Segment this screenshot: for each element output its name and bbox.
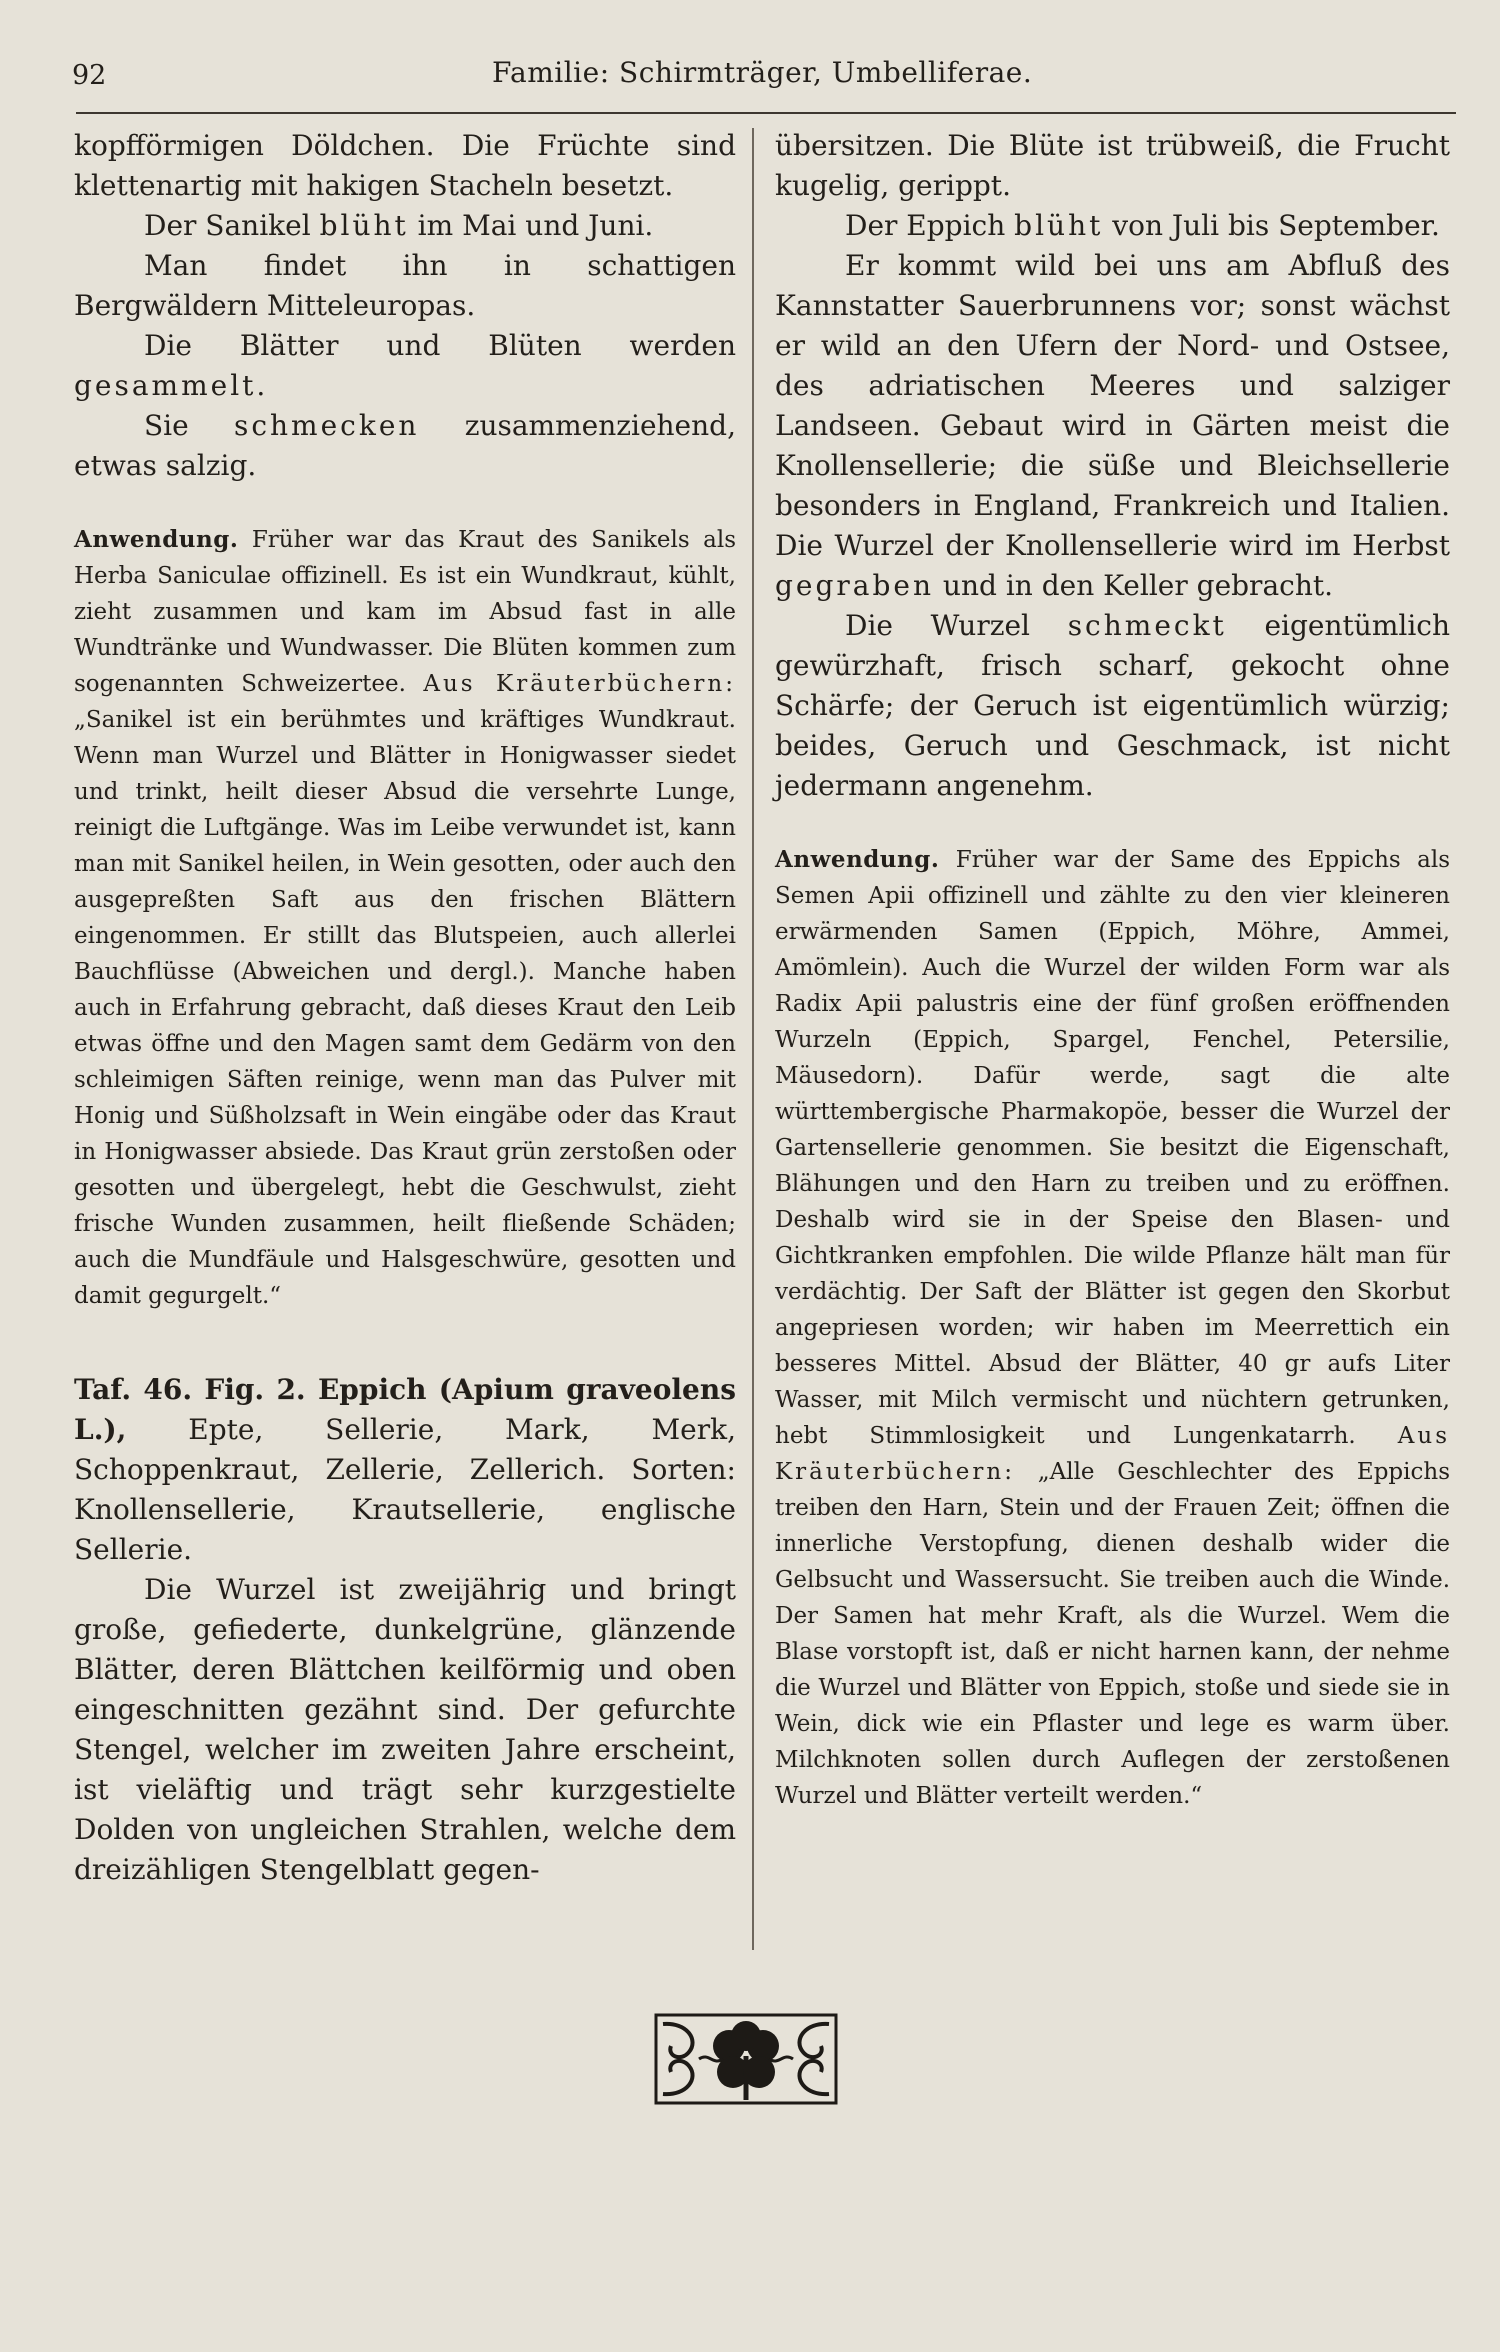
usage-label: Anwendung. xyxy=(74,526,239,553)
paragraph: Der Sanikel blüht im Mai und Juni. xyxy=(144,209,654,242)
column-divider xyxy=(752,128,754,1950)
page-header xyxy=(72,52,1452,100)
floral-ornament-icon xyxy=(653,2012,839,2106)
paragraph: Sie schmecken zusammenziehend, etwas salzig. xyxy=(74,409,736,482)
page-number: 92 xyxy=(72,60,107,91)
paragraph: Er kommt wild bei uns am Abfluß des Kannstatter Sauerbrunnens vor; sonst wächst er wild an den Ufern der Nord- und Ostsee, des adriatischen Meeres und salziger Landseen. Gebaut wird in Gärten meist die Knollensellerie; die süße und Bleichsellerie besonders in England, Frankreich und Italien. Die Wurzel der Knollensellerie wird im Herbst gegraben und in den Keller gebracht. xyxy=(775,249,1450,602)
plant-entry-heading: Taf. 46. Fig. 2. Eppich (Apium graveolens L.), Epte, Sellerie, Mark, Merk, Schoppenkraut, Zellerie, Zellerich. Sorten: Knollensellerie, Krautsellerie, englische Sellerie. xyxy=(74,1373,736,1566)
paragraph: Die Wurzel schmeckt eigentümlich gewürzhaft, frisch scharf, gekocht ohne Schärfe; der Geruch ist eigentümlich würzig; beides, Geruch und Geschmack, ist nicht jedermann angenehm. xyxy=(775,609,1450,802)
paragraph: kopfförmigen Döldchen. Die Früchte sind klettenartig mit hakigen Stacheln besetzt. xyxy=(74,129,736,202)
paragraph: Die Wurzel ist zweijährig und bringt große, gefiederte, dunkelgrüne, glänzende Blätter, deren Blättchen keilförmig und oben eingeschnitten gezähnt sind. Der gefurchte Stengel, welcher im zweiten Jahre erscheint, ist vieläftig und trägt sehr kurzgestielte Dolden von ungleichen Strahlen, welche dem dreizähligen Stengelblatt gegen- xyxy=(74,1573,736,1886)
paragraph: Die Blätter und Blüten werden gesammelt. xyxy=(74,329,736,402)
usage-label: Anwendung. xyxy=(775,846,940,873)
paragraph: Man findet ihn in schattigen Bergwäldern Mitteleuropas. xyxy=(74,249,736,322)
paragraph: Der Eppich blüht von Juli bis September. xyxy=(845,209,1440,242)
usage-paragraph: Anwendung. Früher war das Kraut des Sanikels als Herba Saniculae offizinell. Es ist ein Wundkraut, kühlt, zieht zusammen und kam im Absud fast in alle Wundtränke und Wundwasser. Die Blüten kommen zum sogenannten Schweizertee. Aus Kräuterbüchern: „Sanikel ist ein berühmtes und kräftiges Wundkraut. Wenn man Wurzel und Blätter in Honigwasser siedet und trinkt, heilt dieser Absud die versehrte Lunge, reinigt die Luftgänge. Was im Leibe verwundet ist, kann man mit Sanikel heilen, in Wein gesotten, oder auch den ausgepreßten Saft aus den frischen Blättern eingenommen. Er stillt das Blutspeien, auch allerlei Bauchflüsse (Abweichen und dergl.). Manche haben auch in Erfahrung gebracht, daß dieses Kraut den Leib etwas öffne und den Magen samt dem Gedärm von den schleimigen Säften reinige, wenn man das Pulver mit Honig und Süßholzsaft in Wein eingäbe oder das Kraut in Honigwasser absiede. Das Kraut grün zerstoßen oder gesotten und übergelegt, hebt die Geschwulst, zieht frische Wunden zusammen, heilt fließende Schäden; auch die Mundfäule und Halsgeschwüre, gesotten und damit gegurgelt.“ xyxy=(74,526,736,1309)
right-column xyxy=(775,126,1450,1814)
running-head: Familie: Schirmträger, Umbelliferae. xyxy=(492,56,1033,89)
usage-paragraph: Anwendung. Früher war der Same des Eppichs als Semen Apii offizinell und zählte zu den vier kleineren erwärmenden Samen (Eppich, Möhre, Ammei, Amömlein). Auch die Wurzel der wilden Form war als Radix Apii palustris eine der fünf großen eröffnenden Wurzeln (Eppich, Spargel, Fenchel, Petersilie, Mäusedorn). Dafür werde, sagt die alte württembergische Pharmakopöe, besser die Wurzel der Gartensellerie genommen. Sie besitzt die Eigenschaft, Blähungen und den Harn zu treiben und zu eröffnen. Deshalb wird sie in der Speise den Blasen- und Gichtkranken empfohlen. Die wilde Pflanze hält man für verdächtig. Der Saft der Blätter ist gegen den Skorbut angepriesen worden; wir haben im Meerrettich ein besseres Mittel. Absud der Blätter, 40 gr aufs Liter Wasser, mit Milch vermischt und nüchtern getrunken, hebt Stimmlosigkeit und Lungenkatarrh. Aus Kräuterbüchern: „Alle Geschlechter des Eppichs treiben den Harn, Stein und der Frauen Zeit; öffnen die innerliche Verstopfung, dienen deshalb wider die Gelbsucht und Wassersucht. Sie treiben auch die Winde. Der Samen hat mehr Kraft, als die Wurzel. Wem die Blase vorstopft ist, daß er nicht harnen kann, der nehme die Wurzel und Blätter von Eppich, stoße und siede sie in Wein, dick wie ein Pflaster und lege es warm über. Milchknoten sollen durch Auflegen der zerstoßenen Wurzel und Blätter verteilt werden.“ xyxy=(775,846,1450,1809)
paragraph: übersitzen. Die Blüte ist trübweiß, die Frucht kugelig, gerippt. xyxy=(775,129,1450,202)
header-rule xyxy=(76,112,1456,114)
left-column xyxy=(74,126,736,1890)
